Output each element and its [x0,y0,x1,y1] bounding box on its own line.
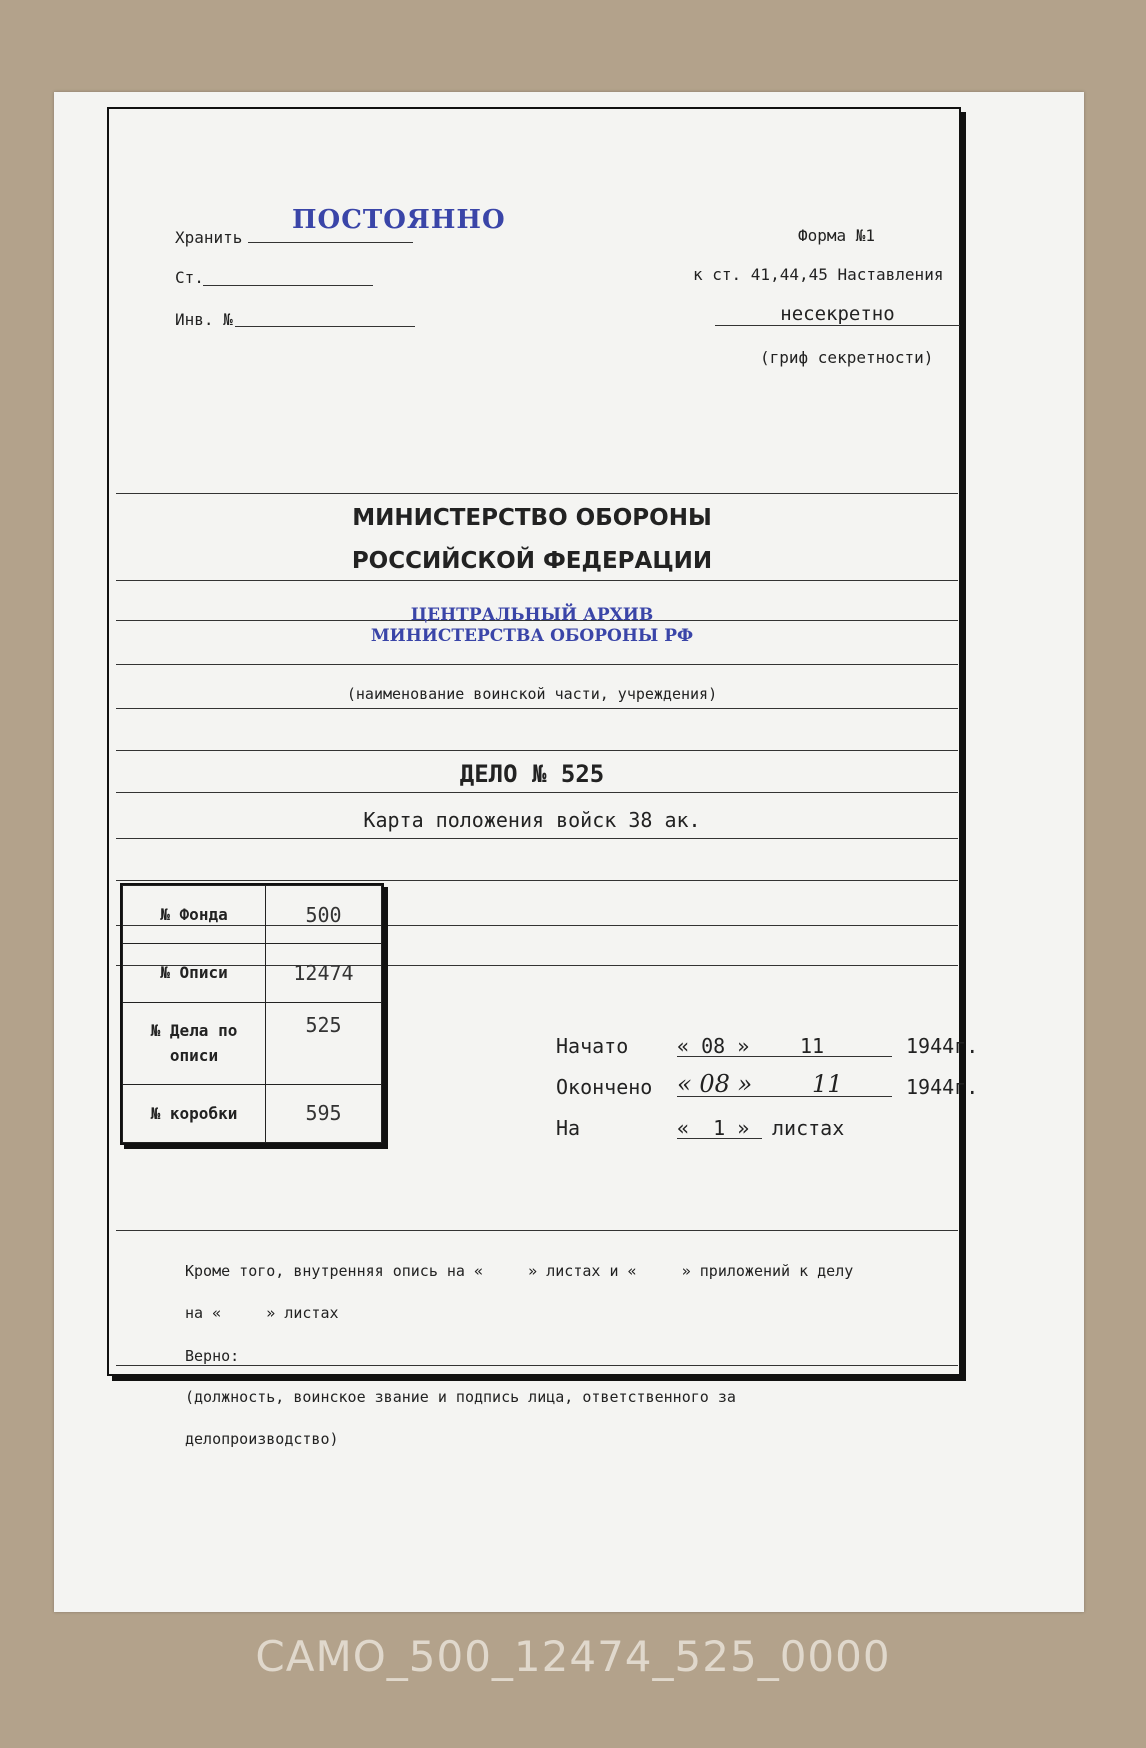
sheets-label: листах [772,1116,845,1140]
archive-stamp-line-2: МИНИСТЕРСТВА ОБОРОНЫ РФ [370,626,694,646]
rule-line [116,493,958,494]
rule-line [116,792,958,793]
ended-day: « 08 » [677,1070,753,1098]
st-label: Ст. [175,268,204,287]
position-caption-2: делопроизводство) [185,1430,339,1448]
opis-value: 12474 [266,944,382,1002]
on-label: На [556,1116,581,1140]
rule-line [116,838,958,839]
rule-line [116,664,958,665]
started-month: 11 [800,1034,825,1058]
rule-line [116,1365,958,1366]
keep-stamp: ПОСТОЯННО [292,205,506,235]
table-row [123,1002,382,1084]
opis-label: № Описи [123,944,266,1002]
inventory-note-2: на « » листах [185,1304,339,1322]
inv-underline [235,326,415,327]
form-frame [107,107,961,1376]
form-reference: к ст. 41,44,45 Наставления [693,265,944,284]
st-underline [203,285,373,286]
sheets-count: « 1 » [677,1116,750,1140]
case-title: ДЕЛО № 525 [459,760,605,788]
fond-value: 500 [266,886,382,944]
fond-label: № Фонда [123,886,266,944]
rule-line [116,580,958,581]
rule-line [116,880,958,881]
started-label: Начато [556,1034,629,1058]
ended-month: 11 [812,1070,843,1098]
secrecy-value: несекретно [780,303,895,325]
form-number: Форма №1 [798,226,876,245]
archive-stamp-line-1: ЦЕНТРАЛЬНЫЙ АРХИВ [410,605,654,625]
secrecy-underline [715,325,960,326]
box-label: № коробки [123,1084,266,1142]
started-year: 1944г. [906,1034,979,1058]
verified-label: Верно: [185,1347,240,1365]
ended-label: Окончено [556,1075,653,1099]
started-day: « 08 » [677,1034,750,1058]
started-underline [677,1056,892,1057]
case-description: Карта положения войск 38 ак. [363,808,701,832]
keep-label: Хранить [175,228,243,247]
ended-underline [677,1096,892,1097]
table-row [123,944,382,1002]
ministry-line-2: РОССИЙСКОЙ ФЕДЕРАЦИИ [351,548,713,574]
rule-line [116,1230,958,1231]
rule-line [116,750,958,751]
table-row [123,1084,382,1142]
table-row [123,886,382,944]
inventory-note: Кроме того, внутренняя опись на « » листах и « » приложений к делу [185,1262,854,1280]
keep-underline [248,242,413,243]
archive-file-id: CAMO_500_12474_525_0000 [255,1632,891,1681]
box-value: 595 [266,1084,382,1142]
ended-year: 1944г. [906,1075,979,1099]
ministry-line-1: МИНИСТЕРСТВО ОБОРОНЫ [352,505,712,531]
secrecy-caption: (гриф секретности) [760,348,934,367]
delo-label: № Дела по описи [123,1002,266,1084]
rule-line [116,708,958,709]
reference-table [120,883,384,1145]
delo-value: 525 [266,1002,382,1084]
position-caption-1: (должность, воинское звание и подпись лица, ответственного за [185,1388,736,1406]
inv-label: Инв. № [175,310,233,329]
sheets-underline [677,1138,762,1139]
unit-name-caption: (наименование воинской части, учреждения) [346,685,718,703]
